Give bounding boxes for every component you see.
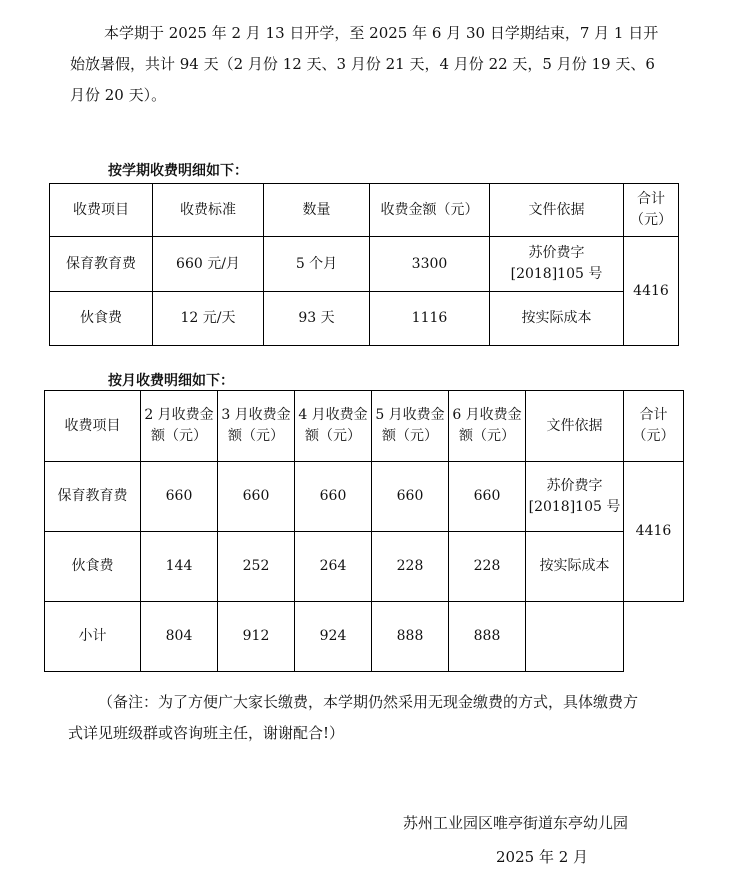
- total-cell: 4416: [624, 237, 679, 346]
- item-cell: 小计: [45, 602, 141, 672]
- header-cell: 文件依据: [490, 184, 624, 237]
- item-cell: 伙食费: [50, 292, 153, 346]
- table-header-row: [45, 391, 684, 462]
- table-row: [45, 602, 684, 672]
- value-cell: 888: [372, 602, 449, 672]
- value-cell: 264: [295, 532, 372, 602]
- standard-cell: 660 元/月: [153, 237, 264, 292]
- value-cell: 228: [449, 532, 526, 602]
- value-cell: 660: [449, 462, 526, 532]
- header-cell: 收费金额（元）: [370, 184, 490, 237]
- quantity-cell: 93 天: [264, 292, 370, 346]
- standard-cell: 12 元/天: [153, 292, 264, 346]
- signature-org: 苏州工业园区唯亭街道东亭幼儿园: [403, 814, 629, 832]
- monthly-fee-table: [44, 390, 684, 672]
- item-cell: 保育教育费: [45, 462, 141, 532]
- header-cell: 收费项目: [50, 184, 153, 237]
- value-cell: 804: [141, 602, 218, 672]
- table-row: [45, 532, 684, 602]
- value-cell: 144: [141, 532, 218, 602]
- basis-cell: 苏价费字[2018]105 号: [526, 462, 624, 532]
- value-cell: 912: [218, 602, 295, 672]
- semester-fee-heading: 按学期收费明细如下：: [108, 163, 248, 179]
- basis-cell: 苏价费字[2018]105 号: [490, 237, 624, 292]
- table-row: [50, 292, 679, 346]
- header-cell: 4 月收费金额（元）: [295, 391, 372, 462]
- value-cell: 228: [372, 532, 449, 602]
- header-cell: 6 月收费金额（元）: [449, 391, 526, 462]
- empty-cell: [624, 602, 684, 672]
- header-cell: 收费标准: [153, 184, 264, 237]
- item-cell: 保育教育费: [50, 237, 153, 292]
- amount-cell: 3300: [370, 237, 490, 292]
- table-row: [45, 462, 684, 532]
- header-cell: 3 月收费金额（元）: [218, 391, 295, 462]
- intro-paragraph: 本学期于 2025 年 2 月 13 日开学，至 2025 年 6 月 30 日学期结束，7 月 1 日开始放暑假，共计 94 天（2 月份 12 天、3 月份 21 天，4 月份 22 天，5 月份 19 天、6 月份 20 天）。: [70, 24, 659, 104]
- item-cell: 伙食费: [45, 532, 141, 602]
- value-cell: 888: [449, 602, 526, 672]
- quantity-cell: 5 个月: [264, 237, 370, 292]
- value-cell: 660: [141, 462, 218, 532]
- header-cell: 收费项目: [45, 391, 141, 462]
- table-header-row: [50, 184, 679, 237]
- table-row: [50, 237, 679, 292]
- value-cell: 924: [295, 602, 372, 672]
- header-cell: 文件依据: [526, 391, 624, 462]
- basis-cell: 按实际成本: [526, 532, 624, 602]
- header-cell: 2 月收费金额（元）: [141, 391, 218, 462]
- monthly-fee-heading: 按月收费明细如下：: [108, 373, 234, 389]
- header-cell: 合计（元）: [624, 184, 679, 237]
- header-cell: 数量: [264, 184, 370, 237]
- header-cell: 5 月收费金额（元）: [372, 391, 449, 462]
- value-cell: 660: [218, 462, 295, 532]
- value-cell: 252: [218, 532, 295, 602]
- basis-cell: 按实际成本: [490, 292, 624, 346]
- value-cell: 660: [372, 462, 449, 532]
- amount-cell: 1116: [370, 292, 490, 346]
- value-cell: 660: [295, 462, 372, 532]
- total-cell: 4416: [624, 462, 684, 602]
- semester-fee-table: [49, 183, 679, 346]
- header-cell: 合计（元）: [624, 391, 684, 462]
- basis-cell: [526, 602, 624, 672]
- note-paragraph: （备注：为了方便广大家长缴费，本学期仍然采用无现金缴费的方式，具体缴费方式详见班级群或咨询班主任，谢谢配合!）: [68, 693, 639, 742]
- signature-date: 2025 年 2 月: [496, 848, 589, 866]
